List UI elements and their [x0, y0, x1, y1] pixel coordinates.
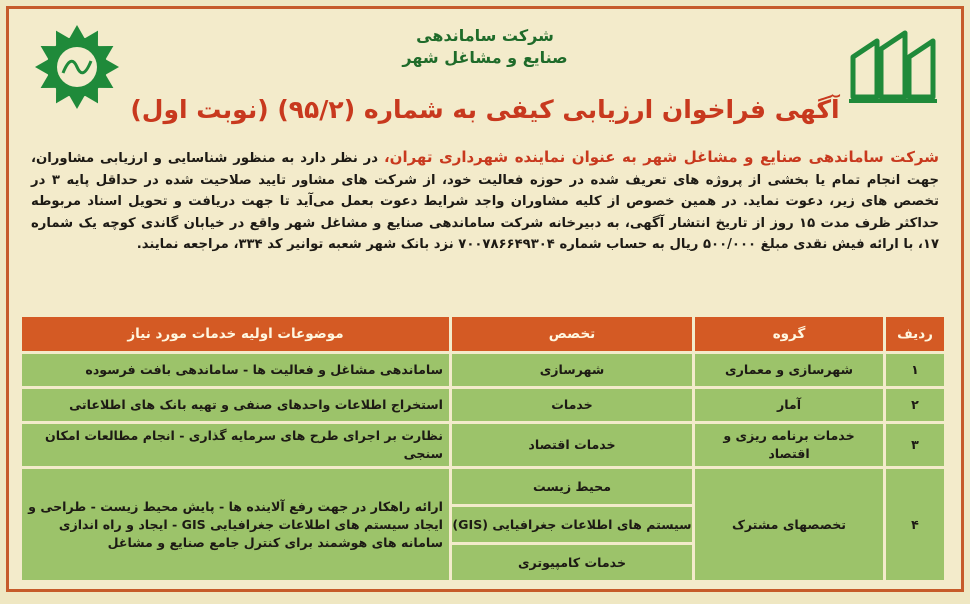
announcement-body: [31, 147, 939, 256]
table-row: [22, 424, 944, 466]
announcement-lead: شرکت ساماندهی صنایع و مشاغل شهر به عنوان نماینده شهرداری تهران،: [383, 148, 939, 166]
company-name-line1: شرکت ساماندهی: [416, 26, 554, 45]
row-specialty-stack: [452, 469, 692, 580]
announcement-title: آگهی فراخوان ارزیابی کیفی به شماره (۹۵/۲) (نوبت اول): [130, 95, 840, 124]
row-number: ۲: [886, 389, 944, 421]
company-name: [9, 25, 961, 69]
company-name-line2: صنایع و مشاغل شهر: [402, 48, 568, 67]
row-specialty: سیستم های اطلاعات جغرافیایی (GIS): [452, 507, 692, 542]
announcement-text: در نظر دارد به منظور شناسایی و ارزیابی مشاوران، جهت انجام تمام یا بخشی از پروژه های تعریف شده در حوزه فعالیت خود، از شرکت های مشاور تایید صلاحیت شده در حداقل پایه ۳ در تخصص های زیر، دعوت نماید. در همین خصوص از کلیه مشاوران واجد شرایط دعوت بعمل می‌آید تا جهت دریافت و تحویل اسناد مربوطه حداکثر ظرف مدت ۱۵ روز از تاریخ انتشار آگهی، به دبیرخانه شرکت ساماندهی صنایع و مشاغل شهر واقع در خیابان گاندی کوچه یک شماره ۱۷، با ارائه فیش نقدی مبلغ ۵۰۰/۰۰۰ ریال به حساب شماره ۷۰۰۷۸۶۶۴۹۳۰۴ نزد بانک شهر شعبه توانیر کد ۳۳۴، مراجعه نمایند.: [31, 151, 939, 252]
table-header-row: [22, 317, 944, 351]
row-number: ۱: [886, 354, 944, 386]
row-specialty: خدمات کامپیوتری: [452, 545, 692, 580]
advertisement-page: [6, 6, 964, 592]
row-topics: ساماندهی مشاغل و فعالیت ها - ساماندهی بافت فرسوده: [22, 354, 449, 386]
table-row: [22, 469, 944, 580]
row-group: آمار: [695, 389, 883, 421]
row-group: تخصصهای مشترک: [695, 469, 883, 580]
row-group: خدمات برنامه ریزی و اقتصاد: [695, 424, 883, 466]
specialties-table: [19, 314, 947, 583]
header-specialty: تخصص: [452, 317, 692, 351]
row-specialty: خدمات اقتصاد: [452, 424, 692, 466]
table-row: [22, 354, 944, 386]
row-number: ۳: [886, 424, 944, 466]
row-topics: نظارت بر اجرای طرح های سرمایه گذاری - انجام مطالعات امکان سنجی: [22, 424, 449, 466]
row-topics: استخراج اطلاعات واحدهای صنفی و تهیه بانک های اطلاعاتی: [22, 389, 449, 421]
header-group: گروه: [695, 317, 883, 351]
row-specialty: خدمات: [452, 389, 692, 421]
header-row-number: ردیف: [886, 317, 944, 351]
row-specialty: شهرسازی: [452, 354, 692, 386]
header-topics: موضوعات اولیه خدمات مورد نیاز: [22, 317, 449, 351]
row-group: شهرسازی و معماری: [695, 354, 883, 386]
row-number: ۴: [886, 469, 944, 580]
table-row: [22, 389, 944, 421]
row-specialty: محیط زیست: [452, 469, 692, 504]
row-topics: ارائه راهکار در جهت رفع آلاینده ها - پایش محیط زیست - طراحی و ایجاد سیستم های اطلاعات جغرافیایی GIS - ایجاد و راه اندازی سامانه های هوشمند برای کنترل جامع صنایع و مشاغل: [22, 469, 449, 580]
